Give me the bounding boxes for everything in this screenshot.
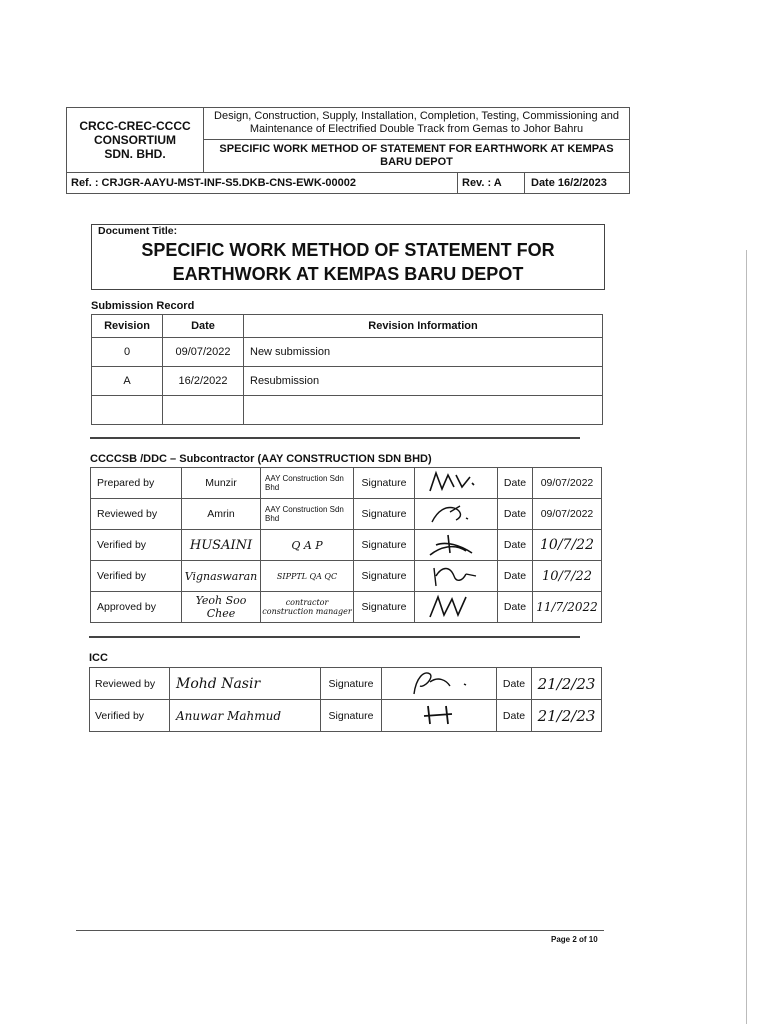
header-table — [66, 107, 630, 194]
signature-mark — [382, 700, 497, 732]
date-label: Date — [498, 468, 533, 499]
date-label: Date — [498, 592, 533, 623]
org-value: Q A P — [261, 530, 354, 561]
signature-image — [426, 500, 486, 526]
signature-label: Signature — [354, 561, 415, 592]
date-value: 21/2/23 — [532, 668, 602, 700]
revision-info: Resubmission — [244, 367, 603, 396]
signature-mark — [382, 668, 497, 700]
company-line-3: SDN. BHD. — [104, 147, 166, 161]
table-row — [90, 668, 602, 700]
table-row — [92, 396, 603, 425]
role-label: Prepared by — [91, 468, 182, 499]
role-label: Reviewed by — [90, 668, 170, 700]
date-value: 11/7/2022 — [533, 592, 602, 623]
company-line-2: CONSORTIUM — [94, 133, 176, 147]
role-label: Approved by — [91, 592, 182, 623]
signature-label: Signature — [354, 530, 415, 561]
column-header: Revision — [92, 315, 163, 338]
table-row — [91, 561, 602, 592]
header-date: Date 16/2/2023 — [525, 173, 630, 194]
date-value: 16/2/2022 — [163, 367, 244, 396]
wms-title: SPECIFIC WORK METHOD OF STATEMENT FOR EARTHWORK AT KEMPAS BARU DEPOT — [204, 139, 630, 172]
org-value: SIPPTL QA QC — [261, 561, 354, 592]
signature-image — [394, 700, 484, 728]
date-value: 21/2/23 — [532, 700, 602, 732]
page-edge — [746, 250, 747, 1024]
date-label: Date — [498, 530, 533, 561]
divider — [90, 437, 580, 439]
date-label: Date — [497, 700, 532, 732]
document-title-box — [91, 224, 605, 290]
date-label: Date — [498, 561, 533, 592]
revision-cell: Rev. : A — [458, 173, 525, 194]
document-title-line-2: EARTHWORK AT KEMPAS BARU DEPOT — [172, 264, 524, 284]
signature-image — [394, 668, 484, 696]
signature-image — [426, 562, 486, 588]
role-label: Verified by — [91, 561, 182, 592]
revision-info — [244, 396, 603, 425]
table-header-row — [92, 315, 603, 338]
signature-label: Signature — [354, 468, 415, 499]
role-label: Reviewed by — [91, 499, 182, 530]
table-row — [92, 367, 603, 396]
signature-image — [426, 593, 486, 619]
reference-number: Ref. : CRJGR-AAYU-MST-INF-S5.DKB-CNS-EWK-00002 — [67, 173, 458, 194]
role-label: Verified by — [91, 530, 182, 561]
document-title — [92, 238, 604, 286]
revision-info: New submission — [244, 338, 603, 367]
column-header: Revision Information — [244, 315, 603, 338]
signature-label: Signature — [321, 700, 382, 732]
subcontractor-label: CCCCSB /DDC – Subcontractor (AAY CONSTRUCTION SDN BHD) — [90, 453, 432, 465]
date-value: 10/7/22 — [533, 530, 602, 561]
signature-mark — [415, 530, 498, 561]
signature-mark — [415, 592, 498, 623]
table-row — [91, 530, 602, 561]
table-row — [92, 338, 603, 367]
name-value: Mohd Nasir — [170, 668, 321, 700]
signature-image — [426, 531, 486, 557]
document-title-label: Document Title: — [98, 225, 178, 237]
role-label: Verified by — [90, 700, 170, 732]
project-description: Design, Construction, Supply, Installation, Completion, Testing, Commissioning and Maintenance of Electrified Double Track from Gemas to Johor Bahru — [204, 108, 630, 140]
icc-label: ICC — [89, 652, 108, 664]
signature-label: Signature — [354, 592, 415, 623]
date-label: Date — [498, 499, 533, 530]
org-value: AAY Construction Sdn Bhd — [261, 499, 354, 530]
name-value: HUSAINI — [182, 530, 261, 561]
table-row — [91, 468, 602, 499]
company-line-1: CRCC-CREC-CCCC — [79, 119, 191, 133]
submission-record-label: Submission Record — [91, 300, 195, 312]
name-value: Vignaswaran — [182, 561, 261, 592]
footer-divider — [76, 930, 604, 931]
signature-mark — [415, 499, 498, 530]
signature-image — [426, 469, 486, 495]
org-value: contractor construction manager — [261, 592, 354, 623]
date-value: 09/07/2022 — [163, 338, 244, 367]
company-cell — [67, 108, 204, 173]
signature-label: Signature — [321, 668, 382, 700]
org-value: AAY Construction Sdn Bhd — [261, 468, 354, 499]
name-value: Anuwar Mahmud — [170, 700, 321, 732]
page-number: Page 2 of 10 — [551, 935, 598, 944]
signature-mark — [415, 561, 498, 592]
table-row — [91, 592, 602, 623]
divider — [89, 636, 580, 638]
revision-value — [92, 396, 163, 425]
table-row — [90, 700, 602, 732]
document-title-line-1: SPECIFIC WORK METHOD OF STATEMENT FOR — [141, 240, 555, 260]
column-header: Date — [163, 315, 244, 338]
name-value: Munzir — [182, 468, 261, 499]
revision-value: A — [92, 367, 163, 396]
subcontractor-approval-table — [90, 467, 602, 623]
icc-approval-table — [89, 667, 602, 732]
name-value: Yeoh Soo Chee — [182, 592, 261, 623]
date-value — [163, 396, 244, 425]
signature-label: Signature — [354, 499, 415, 530]
date-value: 09/07/2022 — [533, 499, 602, 530]
submission-record-table — [91, 314, 603, 425]
name-value: Amrin — [182, 499, 261, 530]
date-label: Date — [497, 668, 532, 700]
date-value: 10/7/22 — [533, 561, 602, 592]
revision-value: 0 — [92, 338, 163, 367]
date-value: 09/07/2022 — [533, 468, 602, 499]
signature-mark — [415, 468, 498, 499]
table-row — [91, 499, 602, 530]
